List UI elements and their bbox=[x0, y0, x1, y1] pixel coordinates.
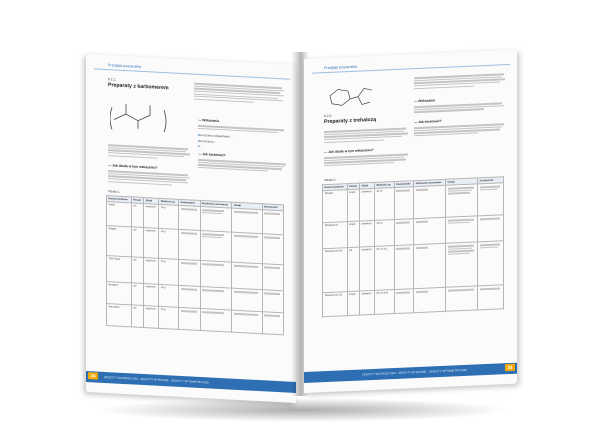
table-cell bbox=[478, 215, 504, 242]
table-header: Uwagi bbox=[446, 178, 478, 185]
section-title: Preparaty z karbomerem bbox=[108, 82, 169, 92]
table-cell bbox=[414, 287, 446, 312]
table-cell bbox=[262, 312, 283, 335]
table-cell: żel bbox=[347, 247, 360, 292]
section-number: 6.2.1. bbox=[108, 77, 117, 82]
bullet-item: ■ w leczeniu objawowym... bbox=[198, 133, 286, 143]
table-cell: żel bbox=[131, 283, 144, 306]
book-shadow bbox=[96, 398, 510, 422]
table-cell: karbomer bbox=[144, 284, 159, 307]
table-header: Dawkowanie bbox=[179, 199, 200, 206]
table-cell: 10 g bbox=[159, 306, 179, 329]
section-title: Preparaty z trehalozą bbox=[324, 116, 377, 126]
table-header: Wielkość op. bbox=[159, 198, 179, 205]
table-cell: karbomer bbox=[144, 204, 159, 229]
table-cell bbox=[414, 217, 446, 244]
table-header: Możliwość stosowania bbox=[414, 179, 446, 186]
table-cell: Vidisic bbox=[107, 202, 132, 227]
table-cell: Thealoz Duo UD bbox=[323, 292, 348, 317]
intro-text bbox=[324, 126, 408, 144]
table-cell: 10 g bbox=[159, 228, 179, 259]
table-cell bbox=[232, 310, 262, 334]
table-cell: krople bbox=[347, 189, 360, 222]
table-cell: karbomer bbox=[144, 306, 159, 329]
right-page bbox=[304, 50, 517, 393]
mechanism-text bbox=[108, 169, 190, 187]
table-cell: Thealoz bbox=[323, 190, 348, 223]
table-header: Skład bbox=[360, 182, 375, 189]
subheading-mechanism: — Jak działa w tym wskazaniu? bbox=[108, 163, 158, 170]
product-table bbox=[106, 195, 284, 335]
table-cell: żel bbox=[131, 203, 144, 228]
table-header: Dostępność bbox=[478, 177, 504, 184]
table-cell bbox=[262, 234, 283, 265]
page-number: 25 bbox=[505, 364, 515, 371]
table-cell bbox=[446, 216, 478, 243]
table-cell bbox=[179, 259, 200, 286]
table-header: Nazwa handlowa bbox=[107, 196, 132, 203]
table-cell: 30 x 0,4 ml bbox=[374, 290, 394, 315]
table-cell: karbomer bbox=[144, 228, 159, 259]
table-cell bbox=[446, 242, 478, 287]
table-cell bbox=[262, 210, 283, 235]
dosage-text bbox=[198, 158, 286, 174]
table-header: Nazwa handlowa bbox=[323, 184, 348, 191]
table-cell bbox=[394, 219, 414, 246]
table-cell bbox=[179, 229, 200, 260]
indications-text bbox=[414, 101, 506, 114]
table-cell bbox=[394, 187, 414, 220]
table-cell: Oftagel bbox=[107, 226, 132, 257]
table-cell bbox=[232, 288, 262, 312]
table-cell bbox=[446, 286, 478, 311]
table-cell bbox=[200, 230, 232, 262]
bullet-item: ■ w leczeniu... bbox=[198, 138, 286, 148]
table-header: Możliwość stosowania bbox=[200, 200, 232, 208]
table-cell bbox=[262, 290, 283, 313]
table-cell bbox=[200, 206, 232, 232]
table-cell: żel bbox=[131, 305, 144, 328]
table-cell: Viscotears bbox=[107, 304, 132, 327]
table-header: Dostępność bbox=[262, 204, 283, 211]
subheading-indications: — Wskazania bbox=[198, 117, 220, 123]
page-footer bbox=[86, 371, 296, 393]
table-cell: 30 x 0,4 g bbox=[374, 246, 394, 291]
table-cell: trehaloza bbox=[360, 290, 375, 315]
subheading-indications: — Wskazania bbox=[414, 98, 436, 104]
table-header: Dawkowanie bbox=[394, 181, 414, 188]
table-cell: 10 g bbox=[159, 284, 179, 307]
table-cell bbox=[478, 285, 504, 310]
subheading-dosage: — Jak stosować? bbox=[198, 151, 226, 158]
subheading-dosage: — Jak stosować? bbox=[414, 118, 442, 125]
section-number: 6.2.2. bbox=[324, 113, 333, 119]
page-number: 24 bbox=[88, 372, 98, 380]
page-footer bbox=[304, 363, 517, 383]
table-cell bbox=[179, 205, 200, 230]
table-header: Wielkość op. bbox=[374, 182, 394, 189]
table-cell bbox=[179, 307, 200, 330]
carbomer-structure-icon bbox=[110, 93, 168, 138]
table-cell: krople bbox=[347, 221, 360, 248]
table-cell bbox=[446, 184, 478, 217]
product-table bbox=[322, 176, 504, 317]
mechanism-text bbox=[324, 152, 408, 167]
table-cell bbox=[232, 208, 262, 234]
table-cell bbox=[414, 243, 446, 288]
running-head: Przegląd preparatów bbox=[108, 63, 142, 69]
table-cell: żel bbox=[131, 227, 144, 258]
table-cell bbox=[262, 264, 283, 291]
table-cell bbox=[200, 308, 232, 332]
subheading-mechanism: — Jak działa w tym wskazaniu? bbox=[324, 147, 374, 155]
table-cell: Thealoz Duo bbox=[323, 222, 348, 249]
table-cell: trehaloza bbox=[360, 246, 375, 291]
right-column-text bbox=[414, 72, 506, 90]
left-page bbox=[86, 54, 296, 403]
table-cell: trehaloza bbox=[360, 220, 375, 247]
table-cell: 10 ml bbox=[374, 188, 394, 221]
right-column-text bbox=[194, 82, 286, 106]
table-cell bbox=[394, 289, 414, 314]
footer-text: ZESZYTY SUCHEGO OKA · ZESZYTY APTECZNE · ZESZYTY OPTOMETRII 2020 bbox=[104, 374, 209, 385]
table-cell: krople bbox=[347, 291, 360, 316]
table-cell bbox=[200, 260, 232, 288]
table-cell bbox=[179, 285, 200, 308]
table-cell bbox=[478, 241, 504, 286]
table-cell: Thilo-Tears bbox=[107, 256, 132, 283]
table-row bbox=[323, 241, 504, 293]
table-cell: karbomer bbox=[144, 258, 159, 285]
table-cell: trehaloza bbox=[360, 188, 375, 221]
table-header: Skład bbox=[144, 198, 159, 205]
trehalose-structure-icon bbox=[324, 78, 374, 110]
table-header: Postać bbox=[131, 197, 144, 204]
table-cell bbox=[200, 286, 232, 310]
indications-list bbox=[198, 133, 286, 154]
table-cell bbox=[394, 245, 414, 290]
table-cell bbox=[478, 183, 504, 216]
table-cell: 10 g bbox=[159, 258, 179, 285]
table-cell: 10 ml bbox=[374, 220, 394, 247]
table-header: Uwagi bbox=[232, 202, 262, 210]
table-cell bbox=[232, 262, 262, 290]
intro-text bbox=[108, 143, 190, 161]
table-cell bbox=[232, 232, 262, 264]
table-caption: Tabela 2. bbox=[324, 177, 337, 183]
footer-text: ZESZYTY SUCHEGO OKA · ZESZYTY APTECZNE · ZESZYTY OPTOMETRII 2020 bbox=[362, 367, 467, 377]
table-cell: żel bbox=[131, 257, 144, 284]
running-head: Przegląd preparatów bbox=[324, 64, 358, 71]
bullet-item: ■ ... bbox=[198, 144, 286, 154]
table-cell: Thealoz Duo Gel bbox=[323, 248, 348, 293]
table-caption: Tabela 1. bbox=[108, 189, 121, 194]
table-cell bbox=[414, 185, 446, 218]
table-header: Postać bbox=[347, 183, 360, 190]
table-cell: Siccapos bbox=[107, 282, 132, 305]
table-cell: 10 g bbox=[159, 204, 179, 229]
dosage-text bbox=[414, 122, 506, 138]
